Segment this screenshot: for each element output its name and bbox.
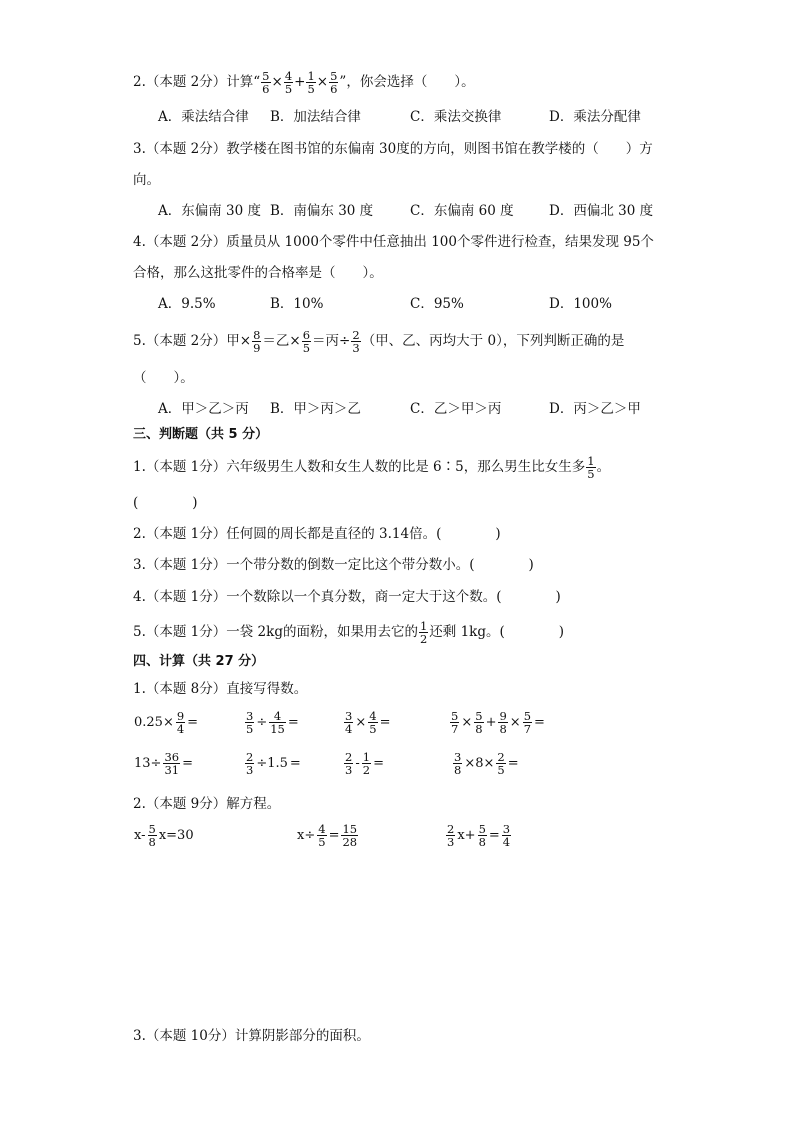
option-d: D．丙＞乙＞甲 xyxy=(549,401,641,417)
judge-1-stem xyxy=(133,455,610,480)
calc-item: $\frac{3}{5}$ ÷ $\frac{4}{15}$ = xyxy=(246,709,299,736)
fraction: $\frac{5}{6}$ xyxy=(262,69,270,96)
operator: + xyxy=(294,74,306,90)
option-b: B．南偏东 30 度 xyxy=(270,203,374,219)
option-a: A．9.5% xyxy=(158,296,216,312)
calc-item: $\frac{3}{8}$ ×8× $\frac{2}{5}$ = xyxy=(454,750,519,777)
question-5-line-2: （ ）。 xyxy=(133,370,194,386)
option-a: A．东偏南 30 度 xyxy=(158,203,262,219)
equation: $\frac{2}{3}$ x+ $\frac{5}{8}$ = $\frac{3}{4}$ xyxy=(447,822,511,849)
equation: x- $\frac{5}{8}$ x=30 xyxy=(134,822,194,849)
option-b: B．甲＞丙＞乙 xyxy=(270,401,361,417)
judge-3-stem: 3.（本题 1分）一个带分数的倒数一定比这个带分数小。( ) xyxy=(133,557,534,573)
fraction: $\frac{6}{5}$ xyxy=(302,328,311,355)
question-5-stem xyxy=(133,329,624,354)
calc-1-title: 1.（本题 8分）直接写得数。 xyxy=(133,681,308,697)
section-3-title: 三、判断题（共 5 分） xyxy=(133,427,269,442)
operator: × xyxy=(316,74,329,90)
answer-blank[interactable]: ( ) xyxy=(133,495,198,511)
option-a: A．乘法结合律 xyxy=(158,109,249,125)
equation-part: ＝丙÷ xyxy=(312,333,351,349)
equation: x÷ $\frac{4}{5}$ = $\frac{15}{28}$ xyxy=(297,822,358,849)
option-c: C．乘法交换律 xyxy=(410,109,502,125)
fraction: $\frac{5}{6}$ xyxy=(330,69,338,96)
option-a: A．甲＞乙＞丙 xyxy=(158,401,249,417)
calc-3-title: 3.（本题 10分）计算阴影部分的面积。 xyxy=(133,1028,370,1044)
question-5-tail: （甲、乙、丙均大于 0），下列判断正确的是 xyxy=(361,333,625,349)
calc-item: $\frac{3}{4}$ × $\frac{4}{5}$ = xyxy=(345,709,391,736)
calc-2-title: 2.（本题 9分）解方程。 xyxy=(133,796,281,812)
fraction: $\frac{8}{9}$ xyxy=(253,328,261,355)
option-c: C．东偏南 60 度 xyxy=(410,203,514,219)
judge-5-stem xyxy=(133,620,564,645)
fraction: $\frac{2}{3}$ xyxy=(352,328,360,355)
option-d: D．乘法分配律 xyxy=(549,109,641,125)
option-b: B．10% xyxy=(270,296,324,312)
section-4-title: 四、计算（共 27 分） xyxy=(133,654,265,669)
calc-item: 0.25× $\frac{9}{4}$ = xyxy=(134,709,199,736)
fraction: $\frac{1}{2}$ xyxy=(419,619,428,646)
judge-4-stem: 4.（本题 1分）一个数除以一个真分数，商一定大于这个数。( ) xyxy=(133,589,561,605)
option-d: D．100% xyxy=(549,296,612,312)
question-5-lead: 5.（本题 2分）甲× xyxy=(133,333,252,349)
question-4-line-1: 4.（本题 2分）质量员从 1000个零件中任意抽出 100个零件进行检查，结果发现 95个 xyxy=(133,234,654,250)
question-3-line-1: 3.（本题 2分）教学楼在图书馆的东偏南 30度的方向，则图书馆在教学楼的（ ）方 xyxy=(133,141,653,157)
option-d: D．西偏北 30 度 xyxy=(549,203,654,219)
fraction: $\frac{1}{5}$ xyxy=(307,69,315,96)
judge-5-tail: 还剩 1kg。( ) xyxy=(429,624,565,640)
judge-2-stem: 2.（本题 1分）任何圆的周长都是直径的 3.14倍。( ) xyxy=(133,526,501,542)
judge-1-lead: 1.（本题 1分）六年级男生人数和女生人数的比是 6∶5，那么男生比女生多 xyxy=(133,459,586,475)
question-2-stem xyxy=(133,70,475,95)
option-b: B．加法结合律 xyxy=(270,109,361,125)
question-4-line-2: 合格，那么这批零件的合格率是（ ）。 xyxy=(133,265,383,281)
calc-item: $\frac{2}{3}$ ÷1.5 = xyxy=(246,750,301,777)
fraction: $\frac{4}{5}$ xyxy=(284,69,293,96)
calc-item: 13÷ $\frac{36}{31}$ = xyxy=(134,750,193,777)
fraction: $\frac{1}{5}$ xyxy=(587,454,595,481)
operator: × xyxy=(271,74,283,90)
calc-item: $\frac{2}{3}$ - $\frac{1}{2}$ = xyxy=(345,750,384,777)
question-2-lead: 2.（本题 2分）计算“ xyxy=(133,74,261,90)
question-2-tail: ”，你会选择（ ）。 xyxy=(339,74,475,90)
option-c: C．95% xyxy=(410,296,464,312)
equation-part: ＝乙× xyxy=(262,333,301,349)
option-c: C．乙＞甲＞丙 xyxy=(410,401,502,417)
calc-item: $\frac{5}{7}$ × $\frac{5}{8}$ + $\frac{9}{8}$ × $\frac{5}{7}$ = xyxy=(451,709,545,736)
question-3-line-2: 向。 xyxy=(133,172,160,188)
judge-1-tail: 。 xyxy=(596,459,611,475)
judge-5-lead: 5.（本题 1分）一袋 2kg的面粉，如果用去它的 xyxy=(133,624,418,640)
